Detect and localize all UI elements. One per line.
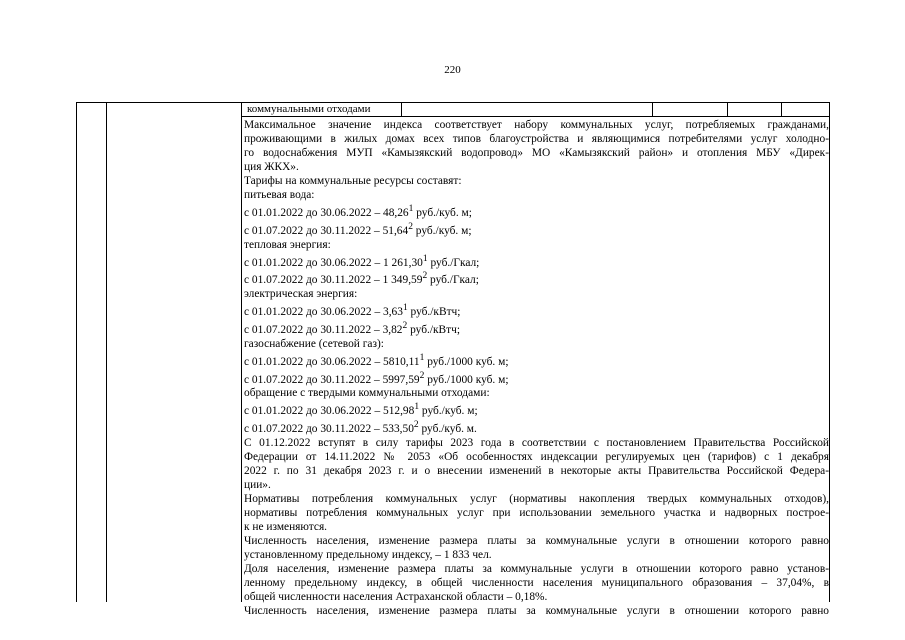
text-line: С 01.12.2022 вступят в силу тарифы 2023 года в соответствии с постановлением Правительства Российской bbox=[244, 436, 829, 449]
table-frame bbox=[76, 102, 830, 617]
table-top-row bbox=[242, 103, 829, 117]
text-line: Доля населения, изменение размера платы за коммунальные услуги в отношении которого равно установ- bbox=[244, 562, 829, 575]
text-line: ция ЖКХ». bbox=[244, 161, 299, 173]
cell-divider bbox=[652, 103, 653, 116]
resource-heat bbox=[244, 238, 829, 288]
norms-paragraph bbox=[244, 492, 829, 534]
resource-gas bbox=[244, 337, 829, 387]
intro-paragraph bbox=[244, 118, 829, 174]
text-line: Нормативы потребления коммунальных услуг (нормативы накопления твердых коммунальных отходов), bbox=[244, 492, 829, 505]
text-line: проживающими в жилых домах всех типов благоустройства и являющимися потребителями услуг холодно- bbox=[244, 133, 829, 145]
tariffs-heading: Тарифы на коммунальные ресурсы составят: bbox=[244, 175, 462, 187]
decree-paragraph bbox=[244, 436, 829, 492]
content-cell bbox=[244, 118, 829, 618]
resource-name: тепловая энергия: bbox=[244, 238, 331, 251]
tariff-line: с 01.01.2022 до 30.06.2022 – 5810,11$^1$ руб./1000 куб. м; bbox=[244, 352, 509, 368]
cell-divider bbox=[781, 103, 782, 116]
text-line: ленному предельному индексу, в общей численности населения муниципального образования – 37,04%, в bbox=[244, 576, 829, 589]
tariff-line: с 01.01.2022 до 30.06.2022 – 48,26$^1$ руб./куб. м; bbox=[244, 204, 472, 219]
resource-name: питьевая вода: bbox=[244, 189, 315, 201]
tariff-line: с 01.01.2022 до 30.06.2022 – 3,63$^1$ руб./кВтч; bbox=[244, 303, 461, 318]
text-line: нормативы потребления коммунальных услуг при использовании земельного участка и надворных построе- bbox=[244, 506, 829, 519]
resource-solid-waste bbox=[244, 386, 829, 436]
tariff-line: с 01.01.2022 до 30.06.2022 – 512,98$^1$ руб./куб. м; bbox=[244, 402, 478, 418]
column-divider bbox=[106, 103, 107, 602]
text-line: установленному предельному индексу, – 1 833 чел. bbox=[244, 548, 492, 561]
resource-name: обращение с твердыми коммунальными отходами: bbox=[244, 387, 490, 400]
tariff-line: с 01.07.2022 до 30.11.2022 – 1 349,59$^2$ руб./Гкал; bbox=[244, 271, 479, 287]
text-line: Максимальное значение индекса соответствует набору коммунальных услуг, потребляемых гражданами, bbox=[244, 119, 829, 131]
cell-divider bbox=[727, 103, 728, 116]
top-row-text: коммунальными отходами bbox=[247, 103, 371, 115]
text-line: го водоснабжения МУП «Камызякский водопровод» МО «Камызякский район» и отопления МБУ «Дирек- bbox=[244, 147, 829, 159]
tariff-line: с 01.01.2022 до 30.06.2022 – 1 261,30$^1$ руб./Гкал; bbox=[244, 253, 480, 269]
tariff-line: с 01.07.2022 до 30.11.2022 – 533,50$^2$ руб./куб. м. bbox=[244, 420, 477, 435]
text-line: Федерации от 14.11.2022 № 2053 «Об особенностях индексации регулируемых цен (тарифов) с 1 декабря bbox=[244, 450, 829, 463]
resource-name: газоснабжение (сетевой газ): bbox=[244, 337, 384, 350]
tariff-line: с 01.07.2022 до 30.11.2022 – 3,82$^2$ руб./кВтч; bbox=[244, 320, 461, 336]
text-line: Численность населения, изменение размера платы за коммунальные услуги в отношении которого равно bbox=[244, 534, 829, 547]
share-paragraph bbox=[244, 562, 829, 604]
text-line: 2022 г. по 31 декабря 2023 г. и о внесении изменений в некоторые акты Правительства Российской Федера- bbox=[244, 464, 829, 477]
tariff-line: с 01.07.2022 до 30.11.2022 – 51,64$^2$ руб./куб. м; bbox=[244, 221, 472, 237]
text-line: к не изменяются. bbox=[244, 520, 328, 533]
resource-water bbox=[244, 188, 829, 238]
column-divider bbox=[241, 103, 242, 602]
resource-electricity bbox=[244, 287, 829, 337]
tariff-line: с 01.07.2022 до 30.11.2022 – 5997,59$^2$ руб./1000 куб. м; bbox=[244, 370, 509, 386]
trailing-paragraph bbox=[244, 604, 829, 618]
text-line: общей численности населения Астраханской области – 0,18%. bbox=[244, 590, 548, 603]
cell-divider bbox=[401, 103, 402, 116]
text-line: ции». bbox=[244, 478, 271, 491]
resource-name: электрическая энергия: bbox=[244, 288, 358, 301]
text-line: Численность населения, изменение размера платы за коммунальные услуги в отношении которого равно bbox=[244, 604, 829, 617]
page-number: 220 bbox=[444, 64, 461, 76]
population-paragraph bbox=[244, 534, 829, 562]
